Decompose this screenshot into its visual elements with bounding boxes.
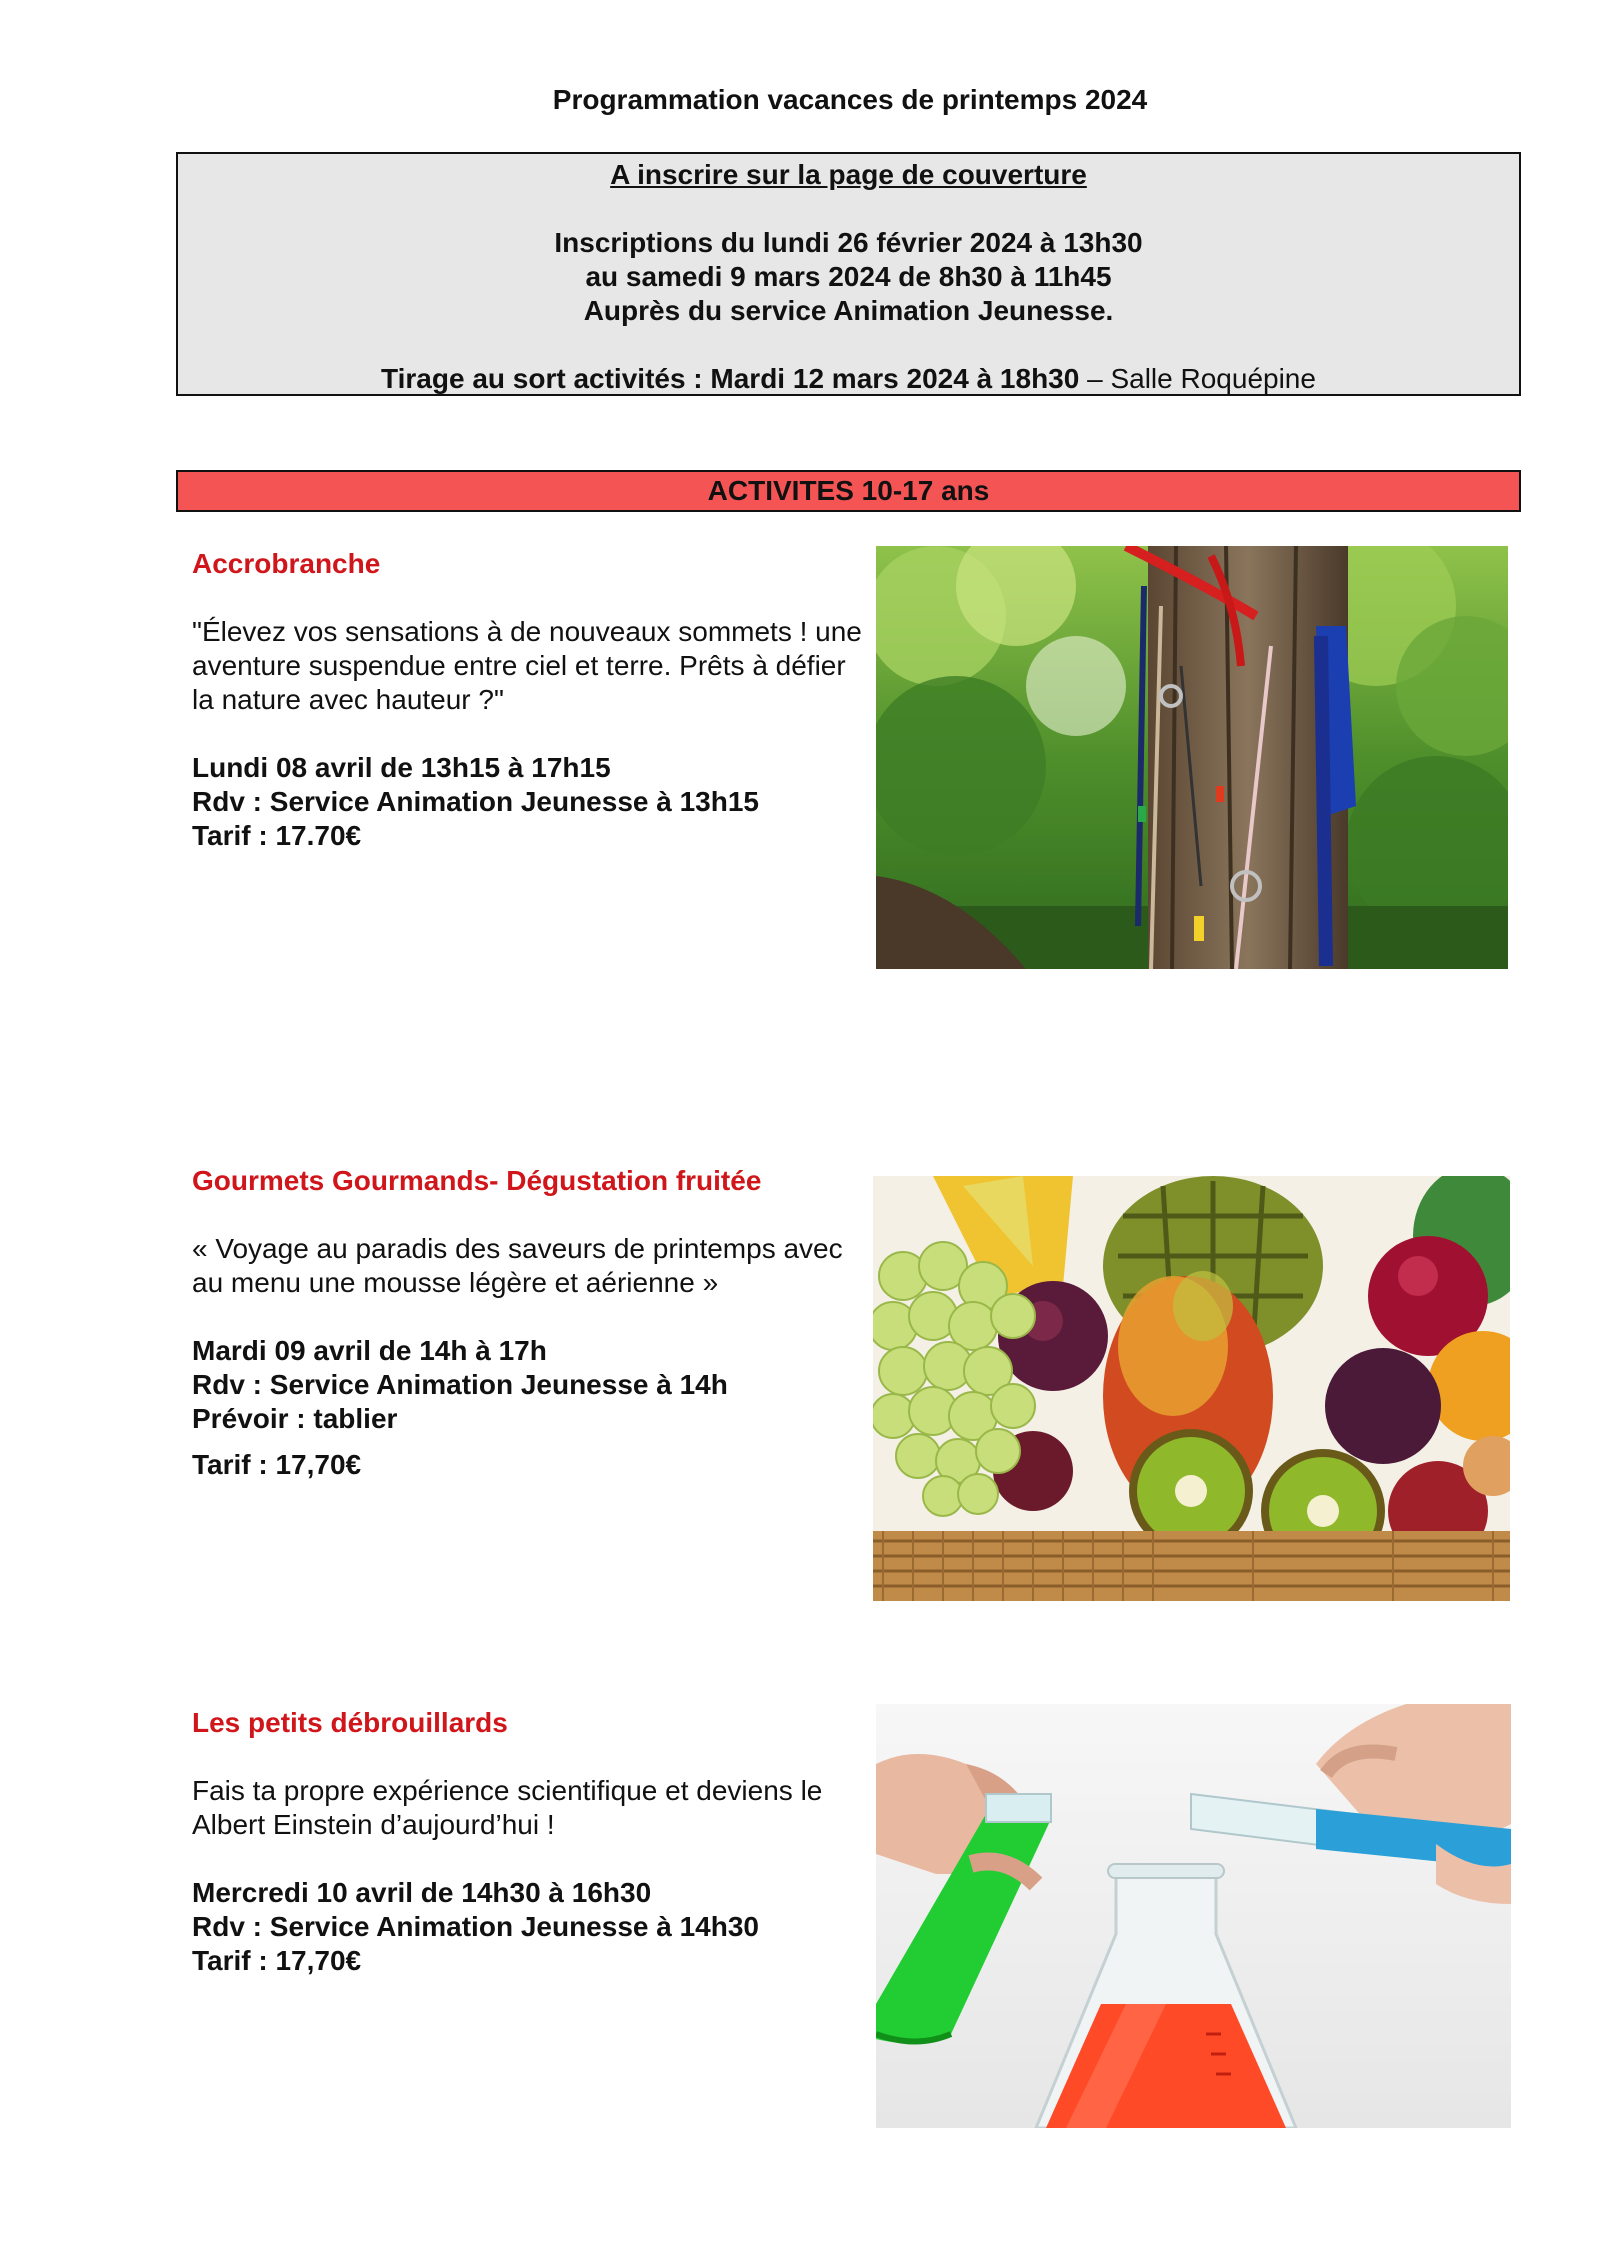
info-box-heading: A inscrire sur la page de couverture: [610, 159, 1087, 190]
activity-petits-debrouillards: [192, 1706, 872, 1978]
draw-line: [178, 362, 1519, 396]
activity-name: Accrobranche: [192, 548, 381, 579]
section-title-bar: ACTIVITES 10-17 ans: [176, 470, 1521, 512]
page-title: Programmation vacances de printemps 2024: [552, 84, 1148, 115]
registration-location-line: Auprès du service Animation Jeunesse.: [583, 295, 1114, 326]
activity-meeting-point: Rdv : Service Animation Jeunesse à 13h15: [192, 786, 759, 817]
activity-date: Mardi 09 avril de 14h à 17h: [192, 1335, 547, 1366]
activity-gourmets-gourmands: [192, 1164, 872, 1482]
activity-price: Tarif : 17,70€: [192, 1449, 362, 1480]
activity-date: Mercredi 10 avril de 14h30 à 16h30: [192, 1877, 652, 1908]
draw-location: – Salle Roquépine: [1079, 363, 1316, 394]
draw-date: Tirage au sort activités : Mardi 12 mars 2024 à 18h30: [381, 363, 1080, 394]
activity-accrobranche: [192, 547, 872, 853]
fruit-basket-photo: [873, 1176, 1510, 1601]
registration-start-line: Inscriptions du lundi 26 février 2024 à 13h30: [554, 227, 1143, 258]
science-experiment-photo: [876, 1704, 1511, 2128]
activity-name: Les petits débrouillards: [192, 1707, 508, 1738]
registration-end-line: au samedi 9 mars 2024 de 8h30 à 11h45: [585, 261, 1112, 292]
activity-equipment: Prévoir : tablier: [192, 1403, 398, 1434]
activity-price: Tarif : 17,70€: [192, 1945, 362, 1976]
activity-date: Lundi 08 avril de 13h15 à 17h15: [192, 752, 611, 783]
activity-meeting-point: Rdv : Service Animation Jeunesse à 14h30: [192, 1911, 759, 1942]
registration-info-box: [176, 152, 1521, 396]
activity-meeting-point: Rdv : Service Animation Jeunesse à 14h: [192, 1369, 728, 1400]
activity-name: Gourmets Gourmands- Dégustation fruitée: [192, 1165, 762, 1196]
activity-description: "Élevez vos sensations à de nouveaux sommets ! une aventure suspendue entre ciel et terre. Prêts à défier la nature avec hauteur ?": [192, 616, 862, 715]
activity-description: « Voyage au paradis des saveurs de printemps avec au menu une mousse légère et aérienne »: [192, 1233, 843, 1298]
activity-price: Tarif : 17.70€: [192, 820, 362, 851]
accrobranche-photo: [876, 546, 1508, 969]
activity-description: Fais ta propre expérience scientifique et deviens le Albert Einstein d’aujourd’hui !: [192, 1775, 823, 1840]
